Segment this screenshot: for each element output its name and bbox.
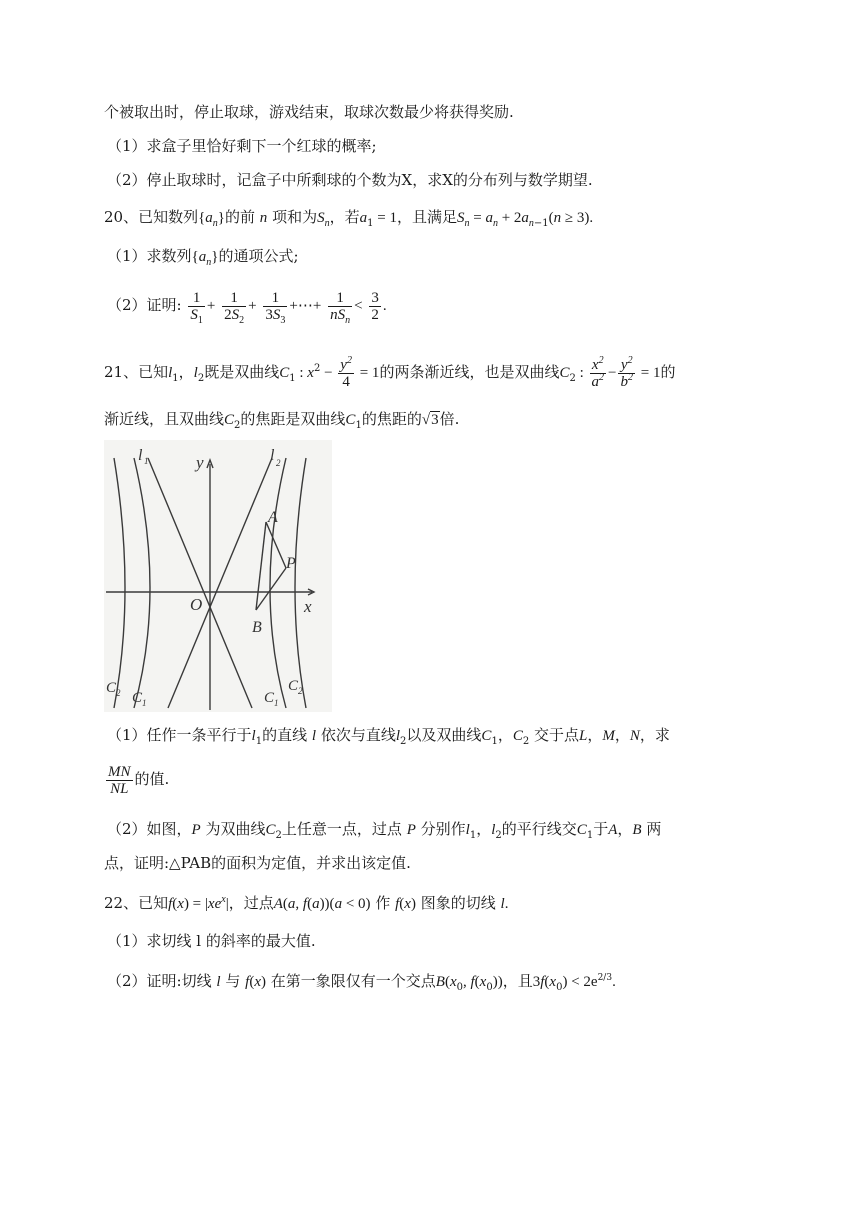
text-line-1: 个被取出时，停止取球，游戏结束，取球次数最少将获得奖励.	[104, 103, 514, 121]
hyperbola-figure	[104, 440, 332, 712]
question-21-part-2-cont: 点，证明:△PAB的面积为定值，并求出该定值.	[104, 854, 411, 872]
label-b: B	[252, 619, 262, 636]
label-y: y	[196, 453, 204, 472]
question-22-part-2: （2）证明:切线 l 与 f(x) 在第一象限仅有一个交点$B(x_0$, $f(x_0)$)，且$3f(x_0) < 2e^{2/3}$.	[107, 972, 616, 993]
label-c1-left: C	[132, 690, 143, 706]
label-l2: l	[270, 447, 275, 464]
label-c2-left-subscript: 2	[116, 688, 121, 698]
question-20-stem: 20、已知数列$\{a_n\}$的前 n 项和为$S_n$，若$a_1 = 1$，且满足$S_n = a_n + 2a_{n-1}(n \ge 3)$.	[104, 208, 594, 229]
label-c2-left: C	[106, 680, 117, 696]
question-21-stem-2: 渐近线，且双曲线$C_2$的焦距是双曲线$C_1$的焦距的√3倍.	[104, 410, 460, 431]
label-c2-right: C	[288, 678, 299, 694]
label-c1-left-subscript: 1	[142, 698, 147, 708]
question-21-part-2: （2）如图，P 为双曲线$C_2$上任意一点，过点 P 分别作$l_1$，$l_2$的平行线交$C_1$于A，B 两	[107, 820, 662, 841]
label-c1-right: C	[264, 690, 275, 706]
label-x: x	[304, 597, 312, 616]
question-21-stem-1: 21、已知$l_1$，$l_2$既是双曲线$C_1$ : $x^2$ − $\frac{y^2}{4}$ = 1的两条渐近线，也是双曲线$C_2$ : $\frac{x^2}{a^2}$ − $\frac{y^2}{b^2}$ = 1的	[104, 354, 676, 390]
label-c2-right-subscript: 2	[298, 686, 303, 696]
label-a: A	[268, 509, 278, 526]
question-19-part-2: （2）停止取球时，记盒子中所剩球的个数为X，求X的分布列与数学期望.	[107, 171, 593, 189]
question-19-part-1: （1）求盒子里恰好剩下一个红球的概率;	[107, 137, 377, 155]
label-o: O	[190, 595, 203, 614]
label-l1: l	[138, 447, 143, 464]
label-l2-subscript: 2	[276, 458, 281, 468]
question-21-part-1: （1）任作一条平行于$l_1$的直线 l 依次与直线$l_2$以及双曲线$C_1$，$C_2$ 交于点L，M，N，求	[107, 726, 670, 747]
label-c1-right-subscript: 1	[274, 698, 279, 708]
label-l1-subscript: 1	[144, 456, 149, 466]
question-21-part-1-ratio: $\frac{MN}{NL}$ 的值.	[108, 763, 170, 797]
question-20-part-1: （1）求数列$\{a_n\}$的通项公式;	[107, 247, 299, 268]
question-20-part-2: （2）证明: $\frac{1}{S_1}$ + $\frac{1}{2S_2}$ + $\frac{1}{3S_3}$ +⋯+ $\frac{1}{nS_n}$ < $\frac{3}{2}$ .	[107, 289, 387, 326]
label-p: P	[286, 555, 296, 572]
question-22-stem: 22、已知$f(x) = |xe^x|$，过点A(a, f(a))(a < 0) 作 f(x) 图象的切线 l.	[104, 894, 509, 912]
question-22-part-1: （1）求切线 l 的斜率的最大值.	[107, 932, 316, 950]
